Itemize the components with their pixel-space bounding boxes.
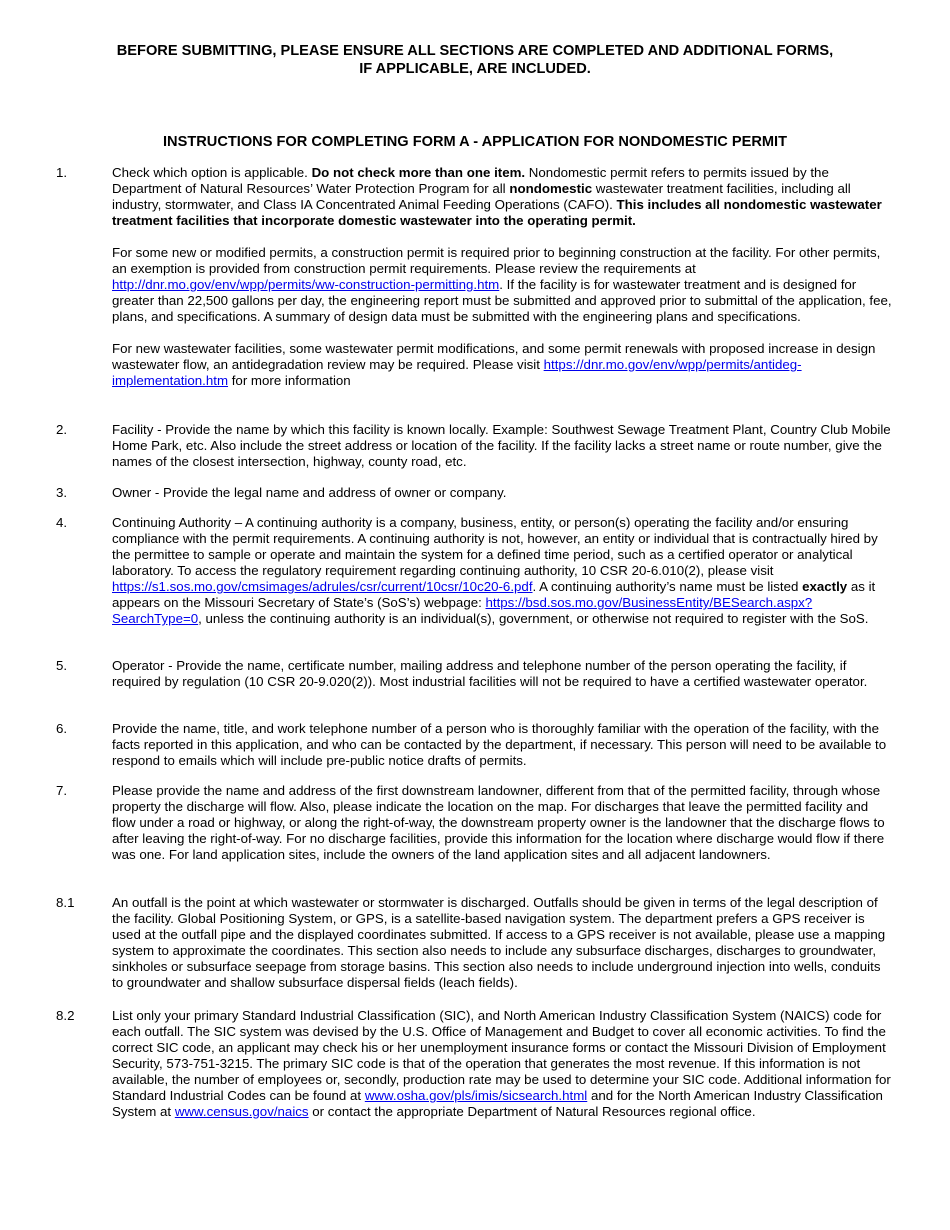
item-number: 8.1 [56, 895, 75, 910]
page-title: INSTRUCTIONS FOR COMPLETING FORM A - APPLICATION FOR NONDOMESTIC PERMIT [163, 134, 787, 150]
instruction-item-3 [56, 485, 892, 501]
instruction-item-8-2 [56, 1008, 892, 1120]
instruction-item-2 [56, 422, 892, 470]
item-8-2-text: List only your primary Standard Industrial Classification (SIC), and North American Industry Classification System (NAICS) code for each outfall. The SIC system was devised by the U.S. Office of Management and Budget to cover all economic activities. To find the correct SIC code, an applicant may check his or her unemployment insurance forms or contact the Missouri Division of Employment Security, 573-751-3215. The primary SIC code is that of the operation that generates the most revenue. If this information is not available, the number of employees or, secondly, production rate may be used to determine your SIC code. Additional information for Standard Industrial Codes can be found at www.osha.gov/pls/imis/sicsearch.html and for the North American Industry Classification System at www.census.gov/naics or contact the appropriate Department of Natural Resources regional office. [112, 1008, 891, 1119]
item-number: 2. [56, 422, 68, 437]
item-number: 7. [56, 783, 68, 798]
sos-business-search-link[interactable]: https://bsd.sos.mo.gov/BusinessEntity/BESearch.aspx?SearchType=0 [112, 595, 813, 626]
item-number: 6. [56, 721, 68, 736]
construction-permitting-link[interactable]: http://dnr.mo.gov/env/wpp/permits/ww-construction-permitting.htm [112, 277, 500, 292]
instruction-item-5 [56, 658, 892, 690]
instruction-item-4 [56, 515, 892, 627]
instruction-item-8-1 [56, 895, 892, 991]
item-number: 5. [56, 658, 68, 673]
item-1-paragraph-3: For new wastewater facilities, some wastewater permit modifications, and some permit renewals with proposed increase in design wastewater flow, an antidegradation review may be required. Please visit https://dnr.mo.gov/env/wpp/permits/antideg-implementation.htm for more information [112, 341, 876, 388]
csr-10c20-6-link[interactable]: https://s1.sos.mo.gov/cmsimages/adrules/csr/current/10csr/10c20-6.pdf [112, 579, 533, 594]
census-naics-link[interactable]: www.census.gov/naics [174, 1104, 309, 1119]
item-6-text: Provide the name, title, and work telephone number of a person who is thoroughly familiar with the operation of the facility, with the facts reported in this application, and who can be contacted by the department, if necessary. This person will need to be available to respond to emails which will include pre-public notice drafts of permits. [112, 721, 887, 768]
antidegradation-link[interactable]: https://dnr.mo.gov/env/wpp/permits/antideg-implementation.htm [112, 357, 802, 388]
header-line-1: BEFORE SUBMITTING, PLEASE ENSURE ALL SECTIONS ARE COMPLETED AND ADDITIONAL FORMS, [116, 43, 834, 59]
item-7-text: Please provide the name and address of the first downstream landowner, different from that of the permitted facility, through whose property the discharge will flow. Also, please indicate the location on the map. For discharges that leave the permitted facility and flow under a road or highway, or along the right-of-way, the downstream property owner is the landowner that the discharge flows to after leaving the right-of-way. For no discharge facilities, provide this information for the location where discharge would flow if there was one. For land application sites, include the owners of the land application sites and all adjacent landowners. [112, 783, 885, 862]
item-4-text: Continuing Authority – A continuing authority is a company, business, entity, or person(s) operating the facility and/or ensuring compliance with the permit requirements. A continuing authority is not, however, an entity or individual that is contractually hired by the permittee to sample or operate and maintain the system for a defined time period, such as a certified operator or analytical laboratory. To access the regulatory requirement regarding continuing authority, 10 CSR 20-6.010(2), please visit https://s1.sos.mo.gov/cmsimages/adrules/csr/current/10csr/10c20-6.pdf. A continuing authority’s name must be listed exactly as it appears on the Missouri Secretary of State’s (SoS’s) webpage: https://bsd.sos.mo.gov/BusinessEntity/BESearch.aspx?SearchType=0, unless the continuing authority is an individual(s), government, or otherwise not required to register with the SoS. [112, 515, 878, 626]
item-3-text: Owner - Provide the legal name and address of owner or company. [112, 485, 507, 500]
item-8-1-text: An outfall is the point at which wastewater or stormwater is discharged. Outfalls should be given in terms of the legal description of the facility. Global Positioning System, or GPS, is a satellite-based navigation system. The department prefers a GPS receiver is used at the outfall pipe and the displayed coordinates submitted. If access to a GPS receiver is not available, please use a mapping system to approximate the coordinates. This section also needs to include any subsurface discharges, discharges to groundwater, sinkholes or subsurface seepage from storage basins. This section also needs to include underground injection into wells, conduits to groundwater and shallow subsurface dispersal fields (leach fields). [112, 895, 886, 990]
item-number: 3. [56, 485, 68, 500]
item-number: 8.2 [56, 1008, 75, 1023]
item-number: 1. [56, 165, 68, 180]
instruction-item-1 [56, 165, 892, 389]
instruction-item-7 [56, 783, 892, 863]
item-1-paragraph-1: Check which option is applicable. Do not check more than one item. Nondomestic permit refers to permits issued by the Department of Natural Resources’ Water Protection Program for all nondomestic wastewater treatment facilities, including all industry, stormwater, and Class IA Concentrated Animal Feeding Operations (CAFO). This includes all nondomestic wastewater treatment facilities that incorporate domestic wastewater into the operating permit. [112, 165, 882, 228]
item-2-text: Facility - Provide the name by which this facility is known locally. Example: Southwest Sewage Treatment Plant, Country Club Mobile Home Park, etc. Also include the street address or location of the facility. If the facility lacks a street name or route number, give the names of the closest intersection, highway, county road, etc. [112, 422, 891, 469]
item-number: 4. [56, 515, 68, 530]
item-5-text: Operator - Provide the name, certificate number, mailing address and telephone number of the person operating the facility, if required by regulation (10 CSR 20-9.020(2)). Most industrial facilities will not be required to have a certified wastewater operator. [112, 658, 868, 689]
header-line-2: IF APPLICABLE, ARE INCLUDED. [359, 61, 591, 77]
osha-sic-search-link[interactable]: www.osha.gov/pls/imis/sicsearch.html [364, 1088, 588, 1103]
instruction-item-6 [56, 721, 892, 769]
item-1-paragraph-2: For some new or modified permits, a construction permit is required prior to beginning construction at the facility. For other permits, an exemption is provided from construction permit requirements. Please review the requirements at http://dnr.mo.gov/env/wpp/permits/ww-construction-permitting.htm. If the facility is for wastewater treatment and is designed for greater than 22,500 gallons per day, the engineering report must be submitted and approved prior to submittal of the application, fee, plans, and specifications. A summary of design data must be submitted with the engineering plans and specifications. [112, 245, 892, 324]
submission-warning-header [60, 42, 890, 78]
